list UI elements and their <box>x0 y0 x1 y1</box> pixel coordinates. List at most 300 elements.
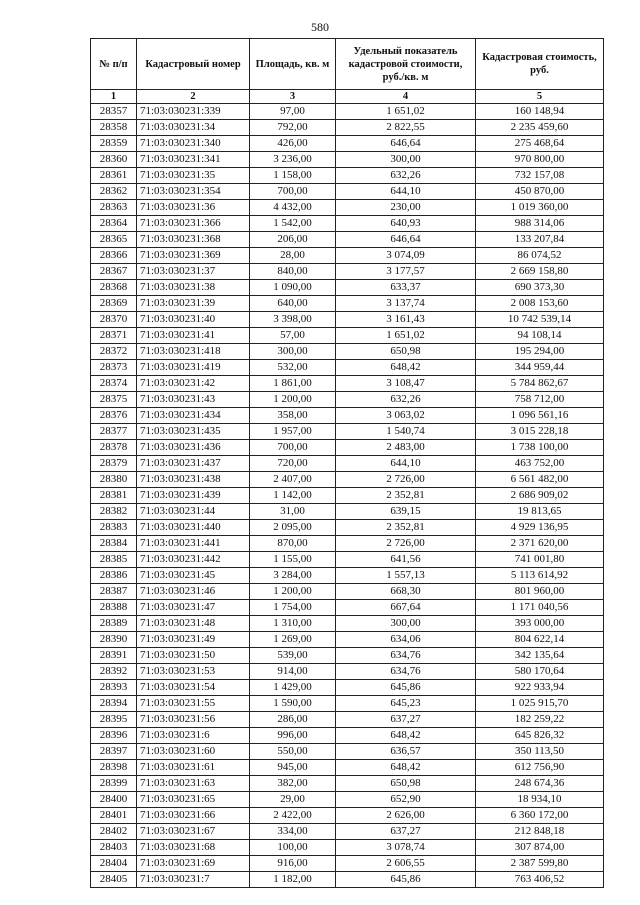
specific-value-cell: 1 540,74 <box>336 424 476 440</box>
cadastral-number-cell: 71:03:030231:441 <box>137 536 250 552</box>
specific-value-cell: 2 352,81 <box>336 520 476 536</box>
area-cell: 3 236,00 <box>250 152 336 168</box>
specific-value-cell: 3 074,09 <box>336 248 476 264</box>
row-number-cell: 28380 <box>91 472 137 488</box>
area-cell: 1 182,00 <box>250 872 336 888</box>
cadastral-number-cell: 71:03:030231:434 <box>137 408 250 424</box>
row-number-cell: 28391 <box>91 648 137 664</box>
row-number-cell: 28375 <box>91 392 137 408</box>
table-row <box>91 840 604 856</box>
area-cell: 532,00 <box>250 360 336 376</box>
specific-value-cell: 230,00 <box>336 200 476 216</box>
row-number-cell: 28371 <box>91 328 137 344</box>
table-row <box>91 600 604 616</box>
area-cell: 31,00 <box>250 504 336 520</box>
column-number: 5 <box>476 90 604 104</box>
area-cell: 1 200,00 <box>250 584 336 600</box>
specific-value-cell: 632,26 <box>336 392 476 408</box>
area-cell: 1 090,00 <box>250 280 336 296</box>
row-number-cell: 28359 <box>91 136 137 152</box>
specific-value-cell: 634,76 <box>336 664 476 680</box>
cadastral-value-cell: 2 387 599,80 <box>476 856 604 872</box>
cadastral-number-cell: 71:03:030231:34 <box>137 120 250 136</box>
cadastral-number-cell: 71:03:030231:340 <box>137 136 250 152</box>
area-cell: 840,00 <box>250 264 336 280</box>
table-row <box>91 296 604 312</box>
cadastral-value-cell: 19 813,65 <box>476 504 604 520</box>
area-cell: 1 310,00 <box>250 616 336 632</box>
cadastral-value-cell: 94 108,14 <box>476 328 604 344</box>
area-cell: 700,00 <box>250 184 336 200</box>
page-number: 580 <box>311 20 329 34</box>
area-cell: 700,00 <box>250 440 336 456</box>
specific-value-cell: 633,37 <box>336 280 476 296</box>
cadastral-value-cell: 18 934,10 <box>476 792 604 808</box>
column-header-area: Площадь, кв. м <box>250 39 336 90</box>
table-row <box>91 264 604 280</box>
table-row <box>91 664 604 680</box>
table-row <box>91 168 604 184</box>
cadastral-value-cell: 612 756,90 <box>476 760 604 776</box>
specific-value-cell: 634,76 <box>336 648 476 664</box>
cadastral-number-cell: 71:03:030231:49 <box>137 632 250 648</box>
area-cell: 382,00 <box>250 776 336 792</box>
cadastral-value-cell: 86 074,52 <box>476 248 604 264</box>
row-number-cell: 28357 <box>91 104 137 120</box>
row-number-cell: 28394 <box>91 696 137 712</box>
row-number-cell: 28358 <box>91 120 137 136</box>
cadastral-value-cell: 580 170,64 <box>476 664 604 680</box>
specific-value-cell: 1 557,13 <box>336 568 476 584</box>
specific-value-cell: 645,23 <box>336 696 476 712</box>
specific-value-cell: 2 822,55 <box>336 120 476 136</box>
table-row <box>91 488 604 504</box>
specific-value-cell: 637,27 <box>336 824 476 840</box>
table-row <box>91 408 604 424</box>
area-cell: 28,00 <box>250 248 336 264</box>
row-number-cell: 28364 <box>91 216 137 232</box>
specific-value-cell: 645,86 <box>336 680 476 696</box>
area-cell: 4 432,00 <box>250 200 336 216</box>
row-number-cell: 28388 <box>91 600 137 616</box>
area-cell: 2 407,00 <box>250 472 336 488</box>
row-number-cell: 28405 <box>91 872 137 888</box>
cadastral-value-cell: 1 738 100,00 <box>476 440 604 456</box>
specific-value-cell: 3 078,74 <box>336 840 476 856</box>
cadastral-number-cell: 71:03:030231:46 <box>137 584 250 600</box>
table-row <box>91 792 604 808</box>
row-number-cell: 28370 <box>91 312 137 328</box>
table-row <box>91 360 604 376</box>
cadastral-number-cell: 71:03:030231:419 <box>137 360 250 376</box>
area-cell: 1 861,00 <box>250 376 336 392</box>
specific-value-cell: 3 137,74 <box>336 296 476 312</box>
cadastral-value-cell: 690 373,30 <box>476 280 604 296</box>
row-number-cell: 28389 <box>91 616 137 632</box>
cadastral-value-cell: 1 171 040,56 <box>476 600 604 616</box>
cadastral-value-cell: 801 960,00 <box>476 584 604 600</box>
cadastral-number-cell: 71:03:030231:442 <box>137 552 250 568</box>
cadastral-number-cell: 71:03:030231:440 <box>137 520 250 536</box>
table-row <box>91 104 604 120</box>
table-row <box>91 376 604 392</box>
area-cell: 996,00 <box>250 728 336 744</box>
cadastral-number-cell: 71:03:030231:61 <box>137 760 250 776</box>
specific-value-cell: 639,15 <box>336 504 476 520</box>
cadastral-value-cell: 4 929 136,95 <box>476 520 604 536</box>
cadastral-value-cell: 804 622,14 <box>476 632 604 648</box>
specific-value-cell: 1 651,02 <box>336 328 476 344</box>
table-row <box>91 632 604 648</box>
cadastral-number-cell: 71:03:030231:63 <box>137 776 250 792</box>
table-row <box>91 856 604 872</box>
cadastral-value-cell: 5 113 614,92 <box>476 568 604 584</box>
cadastral-value-cell: 275 468,64 <box>476 136 604 152</box>
specific-value-cell: 637,27 <box>336 712 476 728</box>
area-cell: 1 754,00 <box>250 600 336 616</box>
cadastral-value-cell: 182 259,22 <box>476 712 604 728</box>
row-number-cell: 28397 <box>91 744 137 760</box>
area-cell: 1 200,00 <box>250 392 336 408</box>
specific-value-cell: 2 726,00 <box>336 472 476 488</box>
cadastral-number-cell: 71:03:030231:35 <box>137 168 250 184</box>
cadastral-value-cell: 393 000,00 <box>476 616 604 632</box>
table-row <box>91 696 604 712</box>
cadastral-number-cell: 71:03:030231:48 <box>137 616 250 632</box>
table-row <box>91 120 604 136</box>
area-cell: 2 095,00 <box>250 520 336 536</box>
row-number-cell: 28404 <box>91 856 137 872</box>
row-number-cell: 28362 <box>91 184 137 200</box>
cadastral-value-cell: 6 561 482,00 <box>476 472 604 488</box>
row-number-cell: 28366 <box>91 248 137 264</box>
cadastral-value-cell: 2 686 909,02 <box>476 488 604 504</box>
area-cell: 358,00 <box>250 408 336 424</box>
cadastral-number-cell: 71:03:030231:6 <box>137 728 250 744</box>
row-number-cell: 28382 <box>91 504 137 520</box>
specific-value-cell: 648,42 <box>336 728 476 744</box>
area-cell: 2 422,00 <box>250 808 336 824</box>
specific-value-cell: 2 483,00 <box>336 440 476 456</box>
row-number-cell: 28365 <box>91 232 137 248</box>
table-row <box>91 728 604 744</box>
cadastral-value-cell: 160 148,94 <box>476 104 604 120</box>
cadastral-number-cell: 71:03:030231:42 <box>137 376 250 392</box>
specific-value-cell: 2 352,81 <box>336 488 476 504</box>
specific-value-cell: 646,64 <box>336 232 476 248</box>
area-cell: 426,00 <box>250 136 336 152</box>
area-cell: 286,00 <box>250 712 336 728</box>
area-cell: 550,00 <box>250 744 336 760</box>
area-cell: 300,00 <box>250 344 336 360</box>
area-cell: 1 158,00 <box>250 168 336 184</box>
cadastral-number-cell: 71:03:030231:53 <box>137 664 250 680</box>
cadastral-number-cell: 71:03:030231:439 <box>137 488 250 504</box>
area-cell: 100,00 <box>250 840 336 856</box>
specific-value-cell: 648,42 <box>336 360 476 376</box>
table-row <box>91 328 604 344</box>
cadastral-number-cell: 71:03:030231:438 <box>137 472 250 488</box>
table-header-row <box>91 39 604 90</box>
row-number-cell: 28395 <box>91 712 137 728</box>
table-row <box>91 712 604 728</box>
cadastral-number-cell: 71:03:030231:40 <box>137 312 250 328</box>
row-number-cell: 28396 <box>91 728 137 744</box>
area-cell: 945,00 <box>250 760 336 776</box>
area-cell: 539,00 <box>250 648 336 664</box>
area-cell: 1 155,00 <box>250 552 336 568</box>
row-number-cell: 28377 <box>91 424 137 440</box>
row-number-cell: 28360 <box>91 152 137 168</box>
cadastral-number-cell: 71:03:030231:369 <box>137 248 250 264</box>
row-number-cell: 28385 <box>91 552 137 568</box>
cadastral-value-cell: 1 019 360,00 <box>476 200 604 216</box>
specific-value-cell: 650,98 <box>336 344 476 360</box>
cadastral-number-cell: 71:03:030231:60 <box>137 744 250 760</box>
cadastral-number-cell: 71:03:030231:341 <box>137 152 250 168</box>
row-number-cell: 28361 <box>91 168 137 184</box>
column-number: 3 <box>250 90 336 104</box>
area-cell: 720,00 <box>250 456 336 472</box>
cadastral-number-cell: 71:03:030231:36 <box>137 200 250 216</box>
row-number-cell: 28368 <box>91 280 137 296</box>
specific-value-cell: 668,30 <box>336 584 476 600</box>
table-row <box>91 504 604 520</box>
cadastral-number-cell: 71:03:030231:67 <box>137 824 250 840</box>
cadastral-number-cell: 71:03:030231:418 <box>137 344 250 360</box>
cadastral-number-cell: 71:03:030231:68 <box>137 840 250 856</box>
area-cell: 57,00 <box>250 328 336 344</box>
row-number-cell: 28363 <box>91 200 137 216</box>
specific-value-cell: 645,86 <box>336 872 476 888</box>
cadastral-value-cell: 1 096 561,16 <box>476 408 604 424</box>
row-number-cell: 28387 <box>91 584 137 600</box>
specific-value-cell: 1 651,02 <box>336 104 476 120</box>
specific-value-cell: 2 626,00 <box>336 808 476 824</box>
row-number-cell: 28403 <box>91 840 137 856</box>
column-number-row <box>91 90 604 104</box>
table-row <box>91 648 604 664</box>
column-number: 4 <box>336 90 476 104</box>
cadastral-value-table <box>90 38 604 888</box>
row-number-cell: 28373 <box>91 360 137 376</box>
table-row <box>91 200 604 216</box>
table-body <box>91 104 604 888</box>
cadastral-number-cell: 71:03:030231:366 <box>137 216 250 232</box>
cadastral-value-cell: 6 360 172,00 <box>476 808 604 824</box>
column-number: 1 <box>91 90 137 104</box>
area-cell: 334,00 <box>250 824 336 840</box>
area-cell: 1 590,00 <box>250 696 336 712</box>
specific-value-cell: 2 726,00 <box>336 536 476 552</box>
table-row <box>91 136 604 152</box>
specific-value-cell: 636,57 <box>336 744 476 760</box>
cadastral-value-cell: 5 784 862,67 <box>476 376 604 392</box>
cadastral-value-cell: 195 294,00 <box>476 344 604 360</box>
area-cell: 792,00 <box>250 120 336 136</box>
cadastral-number-cell: 71:03:030231:66 <box>137 808 250 824</box>
cadastral-value-cell: 463 752,00 <box>476 456 604 472</box>
cadastral-value-cell: 922 933,94 <box>476 680 604 696</box>
table-row <box>91 616 604 632</box>
table-row <box>91 424 604 440</box>
specific-value-cell: 300,00 <box>336 152 476 168</box>
table-row <box>91 744 604 760</box>
table-row <box>91 392 604 408</box>
cadastral-value-cell: 2 235 459,60 <box>476 120 604 136</box>
table-row <box>91 568 604 584</box>
cadastral-number-cell: 71:03:030231:37 <box>137 264 250 280</box>
table-row <box>91 280 604 296</box>
cadastral-value-cell: 763 406,52 <box>476 872 604 888</box>
cadastral-number-cell: 71:03:030231:54 <box>137 680 250 696</box>
area-cell: 870,00 <box>250 536 336 552</box>
area-cell: 3 284,00 <box>250 568 336 584</box>
table-row <box>91 584 604 600</box>
cadastral-value-cell: 2 371 620,00 <box>476 536 604 552</box>
row-number-cell: 28392 <box>91 664 137 680</box>
cadastral-number-cell: 71:03:030231:45 <box>137 568 250 584</box>
specific-value-cell: 650,98 <box>336 776 476 792</box>
column-header-number: № п/п <box>91 39 137 90</box>
row-number-cell: 28400 <box>91 792 137 808</box>
specific-value-cell: 648,42 <box>336 760 476 776</box>
cadastral-number-cell: 71:03:030231:435 <box>137 424 250 440</box>
table-row <box>91 536 604 552</box>
specific-value-cell: 646,64 <box>336 136 476 152</box>
row-number-cell: 28374 <box>91 376 137 392</box>
area-cell: 97,00 <box>250 104 336 120</box>
area-cell: 640,00 <box>250 296 336 312</box>
cadastral-number-cell: 71:03:030231:39 <box>137 296 250 312</box>
specific-value-cell: 3 161,43 <box>336 312 476 328</box>
column-number: 2 <box>137 90 250 104</box>
cadastral-value-cell: 988 314,06 <box>476 216 604 232</box>
cadastral-number-cell: 71:03:030231:65 <box>137 792 250 808</box>
cadastral-value-cell: 450 870,00 <box>476 184 604 200</box>
cadastral-value-cell: 758 712,00 <box>476 392 604 408</box>
cadastral-value-cell: 212 848,18 <box>476 824 604 840</box>
specific-value-cell: 2 606,55 <box>336 856 476 872</box>
table-row <box>91 472 604 488</box>
table-row <box>91 216 604 232</box>
cadastral-number-cell: 71:03:030231:38 <box>137 280 250 296</box>
row-number-cell: 28398 <box>91 760 137 776</box>
row-number-cell: 28376 <box>91 408 137 424</box>
table-row <box>91 440 604 456</box>
cadastral-value-cell: 2 008 153,60 <box>476 296 604 312</box>
specific-value-cell: 644,10 <box>336 456 476 472</box>
row-number-cell: 28390 <box>91 632 137 648</box>
row-number-cell: 28402 <box>91 824 137 840</box>
cadastral-value-cell: 350 113,50 <box>476 744 604 760</box>
specific-value-cell: 3 177,57 <box>336 264 476 280</box>
table-row <box>91 312 604 328</box>
cadastral-number-cell: 71:03:030231:436 <box>137 440 250 456</box>
cadastral-value-cell: 342 135,64 <box>476 648 604 664</box>
cadastral-value-cell: 970 800,00 <box>476 152 604 168</box>
specific-value-cell: 632,26 <box>336 168 476 184</box>
area-cell: 1 429,00 <box>250 680 336 696</box>
table-row <box>91 760 604 776</box>
cadastral-value-cell: 1 025 915,70 <box>476 696 604 712</box>
row-number-cell: 28399 <box>91 776 137 792</box>
table-row <box>91 808 604 824</box>
specific-value-cell: 652,90 <box>336 792 476 808</box>
cadastral-value-cell: 307 874,00 <box>476 840 604 856</box>
table-row <box>91 344 604 360</box>
area-cell: 1 142,00 <box>250 488 336 504</box>
cadastral-number-cell: 71:03:030231:43 <box>137 392 250 408</box>
cadastral-value-cell: 2 669 158,80 <box>476 264 604 280</box>
cadastral-value-cell: 10 742 539,14 <box>476 312 604 328</box>
area-cell: 914,00 <box>250 664 336 680</box>
cadastral-number-cell: 71:03:030231:437 <box>137 456 250 472</box>
row-number-cell: 28401 <box>91 808 137 824</box>
row-number-cell: 28381 <box>91 488 137 504</box>
table-row <box>91 824 604 840</box>
cadastral-number-cell: 71:03:030231:47 <box>137 600 250 616</box>
table-row <box>91 872 604 888</box>
table-row <box>91 680 604 696</box>
row-number-cell: 28393 <box>91 680 137 696</box>
row-number-cell: 28379 <box>91 456 137 472</box>
cadastral-number-cell: 71:03:030231:69 <box>137 856 250 872</box>
cadastral-number-cell: 71:03:030231:368 <box>137 232 250 248</box>
cadastral-number-cell: 71:03:030231:56 <box>137 712 250 728</box>
area-cell: 206,00 <box>250 232 336 248</box>
column-header-cadastral-value: Кадастровая стоимость, руб. <box>476 39 604 90</box>
cadastral-value-cell: 3 015 228,18 <box>476 424 604 440</box>
specific-value-cell: 640,93 <box>336 216 476 232</box>
cadastral-value-cell: 645 826,32 <box>476 728 604 744</box>
specific-value-cell: 300,00 <box>336 616 476 632</box>
table-row <box>91 232 604 248</box>
row-number-cell: 28369 <box>91 296 137 312</box>
row-number-cell: 28372 <box>91 344 137 360</box>
specific-value-cell: 3 108,47 <box>336 376 476 392</box>
cadastral-number-cell: 71:03:030231:7 <box>137 872 250 888</box>
table-row <box>91 248 604 264</box>
table-row <box>91 520 604 536</box>
specific-value-cell: 667,64 <box>336 600 476 616</box>
specific-value-cell: 641,56 <box>336 552 476 568</box>
cadastral-number-cell: 71:03:030231:41 <box>137 328 250 344</box>
row-number-cell: 28384 <box>91 536 137 552</box>
table-row <box>91 552 604 568</box>
cadastral-number-cell: 71:03:030231:44 <box>137 504 250 520</box>
area-cell: 29,00 <box>250 792 336 808</box>
table-row <box>91 456 604 472</box>
cadastral-value-cell: 344 959,44 <box>476 360 604 376</box>
cadastral-value-cell: 248 674,36 <box>476 776 604 792</box>
row-number-cell: 28383 <box>91 520 137 536</box>
specific-value-cell: 3 063,02 <box>336 408 476 424</box>
cadastral-number-cell: 71:03:030231:55 <box>137 696 250 712</box>
table-row <box>91 184 604 200</box>
cadastral-value-cell: 732 157,08 <box>476 168 604 184</box>
cadastral-number-cell: 71:03:030231:339 <box>137 104 250 120</box>
row-number-cell: 28367 <box>91 264 137 280</box>
row-number-cell: 28378 <box>91 440 137 456</box>
area-cell: 1 269,00 <box>250 632 336 648</box>
cadastral-value-cell: 133 207,84 <box>476 232 604 248</box>
area-cell: 3 398,00 <box>250 312 336 328</box>
cadastral-value-cell: 741 001,80 <box>476 552 604 568</box>
row-number-cell: 28386 <box>91 568 137 584</box>
specific-value-cell: 634,06 <box>336 632 476 648</box>
cadastral-number-cell: 71:03:030231:354 <box>137 184 250 200</box>
